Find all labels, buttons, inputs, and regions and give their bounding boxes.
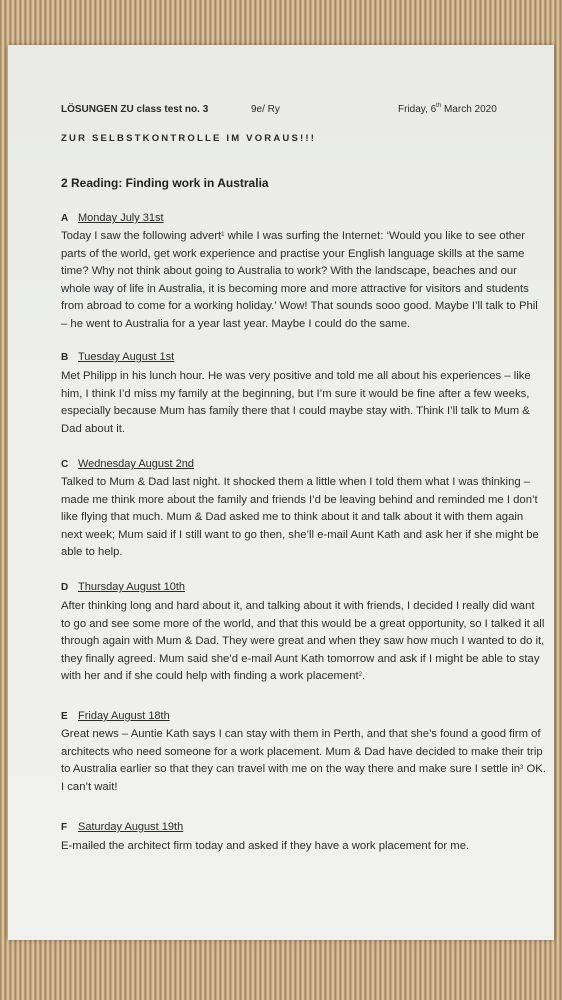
test-date: Friday, 6th March 2020 xyxy=(398,103,497,115)
entry-letter: C xyxy=(61,459,69,470)
entry-c-heading xyxy=(61,458,194,470)
entry-letter: F xyxy=(61,822,68,833)
entry-b-text: Met Philipp in his lunch hour. He was very positive and told me all about his experiences – like him, I think I’d miss my family at the beginning, but I’m sure it would be fine after a few weeks, especially because Mum has family there that I could maybe stay with. Think I’ll talk to Mum & Dad about it. xyxy=(61,370,531,435)
motto: ZUR SELBSTKONTROLLE IM VORAUS!!! xyxy=(61,133,317,144)
entry-d-heading xyxy=(61,581,185,593)
entry-a-text: Today I saw the following advert$^1$ while I was surfing the Internet: ‘Would you like to see other parts of the world, get work experience and practise your English language skills at the same time? Why not think about going to Australia to work? With the landscape, beaches and our whole way of life in Australia, it is becoming more and more attractive for visitors and students from abroad to come for a working holiday.’ Wow! That sounds sooo good. Maybe I’ll talk to Phil – he went to Australia for a year last year. Maybe I could do the same. xyxy=(61,230,538,330)
entry-date: Friday August 18th xyxy=(78,710,170,722)
entry-a-heading xyxy=(61,212,164,224)
entry-f-text: E-mailed the architect firm today and asked if they have a work placement for me. xyxy=(61,840,470,852)
entry-letter: E xyxy=(61,711,68,722)
entry-c-text: Talked to Mum & Dad last night. It shocked them a little when I told them what I was thinking – made me think more about the family and friends I’d be leaving behind and reminded me I don’t like flying that much. Mum & Dad asked me to think about it and talk about it with them again next week; Mum said if I still want to go then, she’ll e-mail Aunt Kath and ask her if she might be able to help. xyxy=(61,476,539,559)
section-title: 2 Reading: Finding work in Australia xyxy=(61,176,269,190)
entry-d-text: After thinking long and hard about it, and talking about it with friends, I decided I really did want to go and see some more of the world, and that this would be a great opportunity, so I talked it all through again with Mum & Dad. They were great and when they saw how much I wanted to do it, they finally agreed. Mum said she’d e-mail Aunt Kath tomorrow and ask if I might be able to stay with her and if she could help with finding a work placement$^2$. xyxy=(61,600,545,683)
entry-f-heading xyxy=(61,821,183,833)
entry-letter: B xyxy=(61,352,69,363)
entry-date: Saturday August 19th xyxy=(78,821,184,833)
entry-date: Thursday August 10th xyxy=(78,581,186,593)
entry-letter: D xyxy=(61,582,69,593)
entry-date: Monday July 31st xyxy=(78,212,164,224)
entry-date: Tuesday August 1st xyxy=(78,351,175,363)
entry-letter: A xyxy=(61,213,69,224)
entry-e-text: Great news – Auntie Kath says I can stay with them in Perth, and that she’s found a good firm of architects who need someone for a work placement. Mum & Dad have decided to make their trip to Australia earlier so that they can travel with me on the way there and make sure I settle $in^3$ OK. I can’t wait! xyxy=(61,728,546,793)
test-title: LÖSUNGEN ZU class test no. 3 xyxy=(61,104,209,115)
entry-date: Wednesday August 2nd xyxy=(78,458,194,470)
entry-e-heading xyxy=(61,710,170,722)
class-label: 9e/ Ry xyxy=(251,104,280,115)
entry-b-heading xyxy=(61,351,174,363)
